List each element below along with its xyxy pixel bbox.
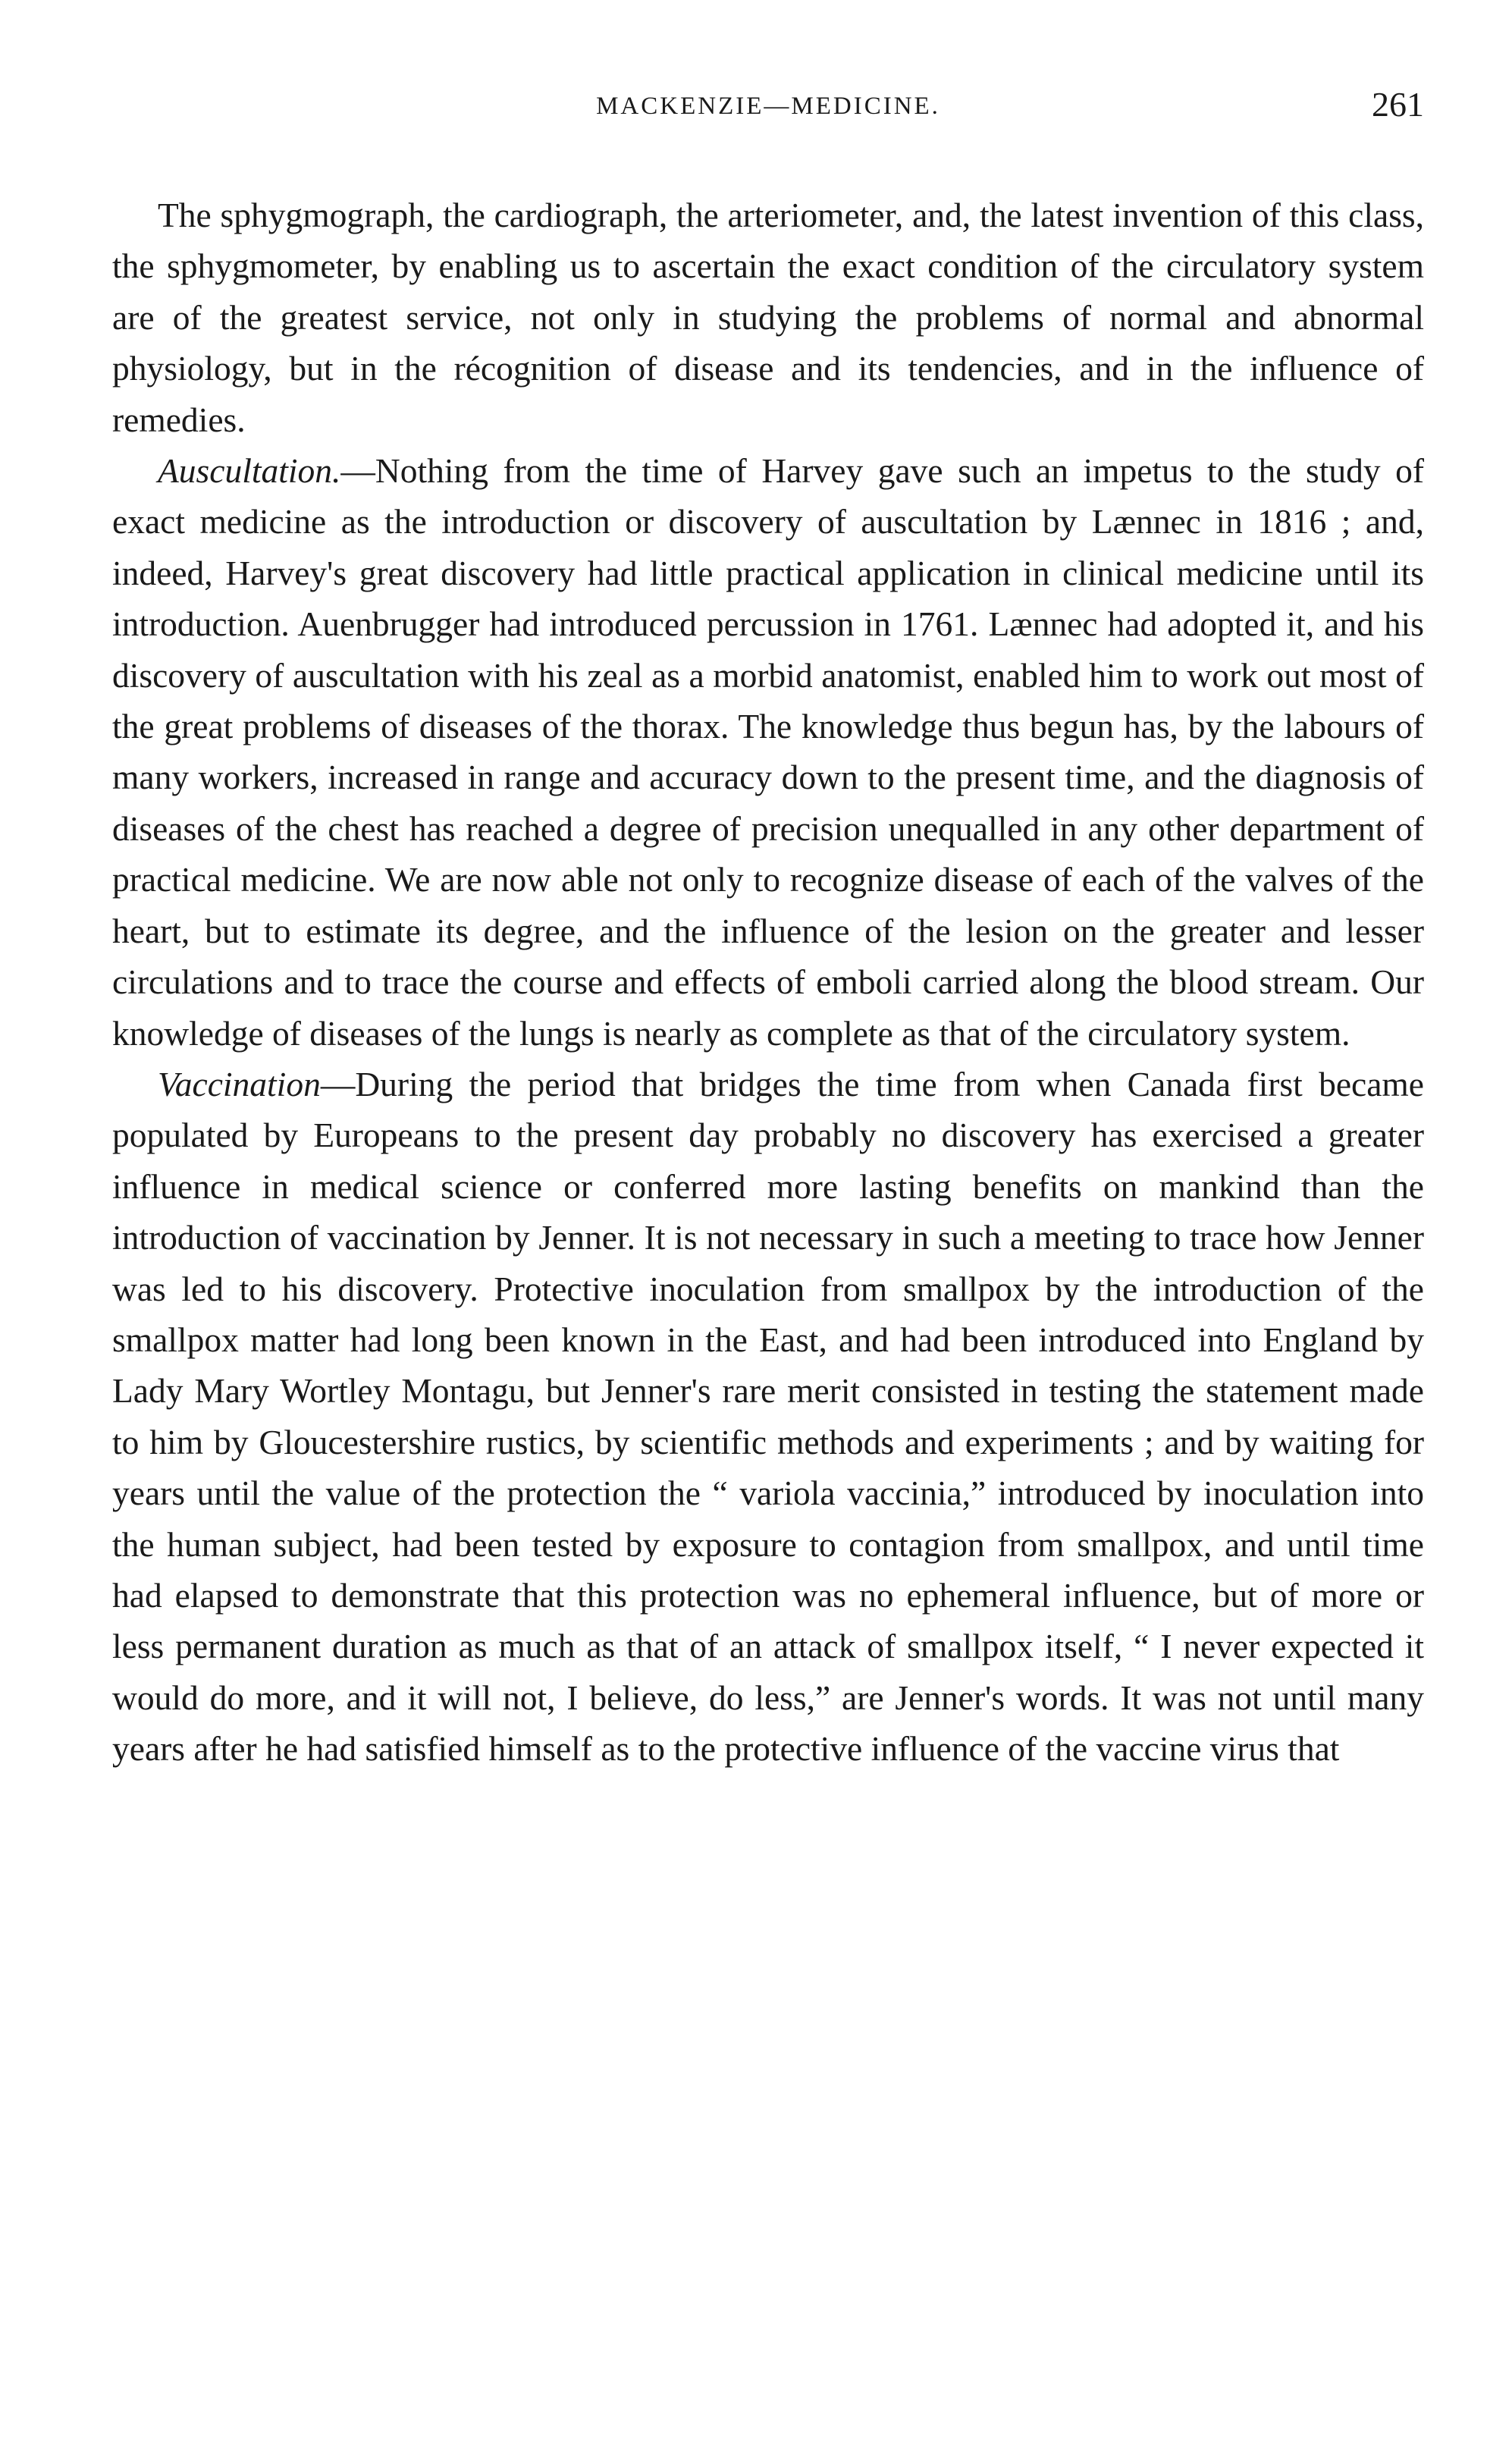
paragraph-instruments: [112, 190, 1424, 445]
running-title: MACKENZIE—MEDICINE.: [596, 93, 940, 120]
body-text: [112, 190, 1424, 1775]
paragraph-text: The sphygmograph, the cardiograph, the arteriometer, and, the latest invention of this class, the sphygmometer, by enabling us to ascertain the exact condition of the circulatory system are of the greatest service, not only in studying the problems of normal and abnormal physiology, but in the récognition of disease and its tendencies, and in the influence of remedies.: [112, 196, 1424, 439]
paragraph-text: —During the period that bridges the time from when Canada first became populated by Europeans to the present day probably no discovery has exercised a greater influence in medical science or conferred more lasting benefits on mankind than the introduction of vaccination by Jenner. It is not necessary in such a meeting to trace how Jenner was led to his discovery. Protective inoculation from smallpox by the introduction of the smallpox matter had long been known in the East, and had been introduced into England by Lady Mary Wortley Montagu, but Jenner's rare merit consisted in testing the statement made to him by Gloucestershire rustics, by scientific methods and experiments ; and by waiting for years until the value of the protection the “ variola vaccinia,” introduced by inoculation into the human subject, had been tested by exposure to contagion from smallpox, and until time had elapsed to demonstrate that this protection was no ephemeral influence, but of more or less permanent duration as much as that of an attack of smallpox itself, “ I never expected it would do more, and it will not, I believe, do less,” are Jenner's words. It was not until many years after he had satisfied himself as to the protective influence of the vaccine virus that: [112, 1064, 1424, 1769]
paragraph-text: —Nothing from the time of Harvey gave such an impetus to the study of exact medicine as the introduction or discovery of auscultation by Lænnec in 1816 ; and, indeed, Harvey's great discovery had little practical application in clinical medicine until its introduction. Auenbrugger had introduced percussion in 1761. Lænnec had adopted it, and his discovery of auscultation with his zeal as a morbid anatomist, enabled him to work out most of the great problems of diseases of the thorax. The knowledge thus begun has, by the labours of many workers, increased in range and accuracy down to the present time, and the diagnosis of diseases of the chest has reached a degree of precision unequalled in any other department of practical medicine. We are now able not only to recognize disease of each of the valves of the heart, but to estimate its degree, and the influence of the lesion on the greater and lesser circulations and to trace the course and effects of emboli carried along the blood stream. Our knowledge of diseases of the lungs is nearly as complete as that of the circulatory system.: [112, 451, 1424, 1053]
section-heading-vaccination: Vaccination: [158, 1064, 321, 1103]
page-number: 261: [1372, 85, 1424, 124]
section-heading-auscultation: Auscultation.: [158, 451, 341, 491]
running-header: [112, 85, 1424, 133]
paragraph-auscultation: [112, 445, 1424, 1059]
book-page: [112, 85, 1424, 2424]
paragraph-vaccination: [112, 1059, 1424, 1775]
